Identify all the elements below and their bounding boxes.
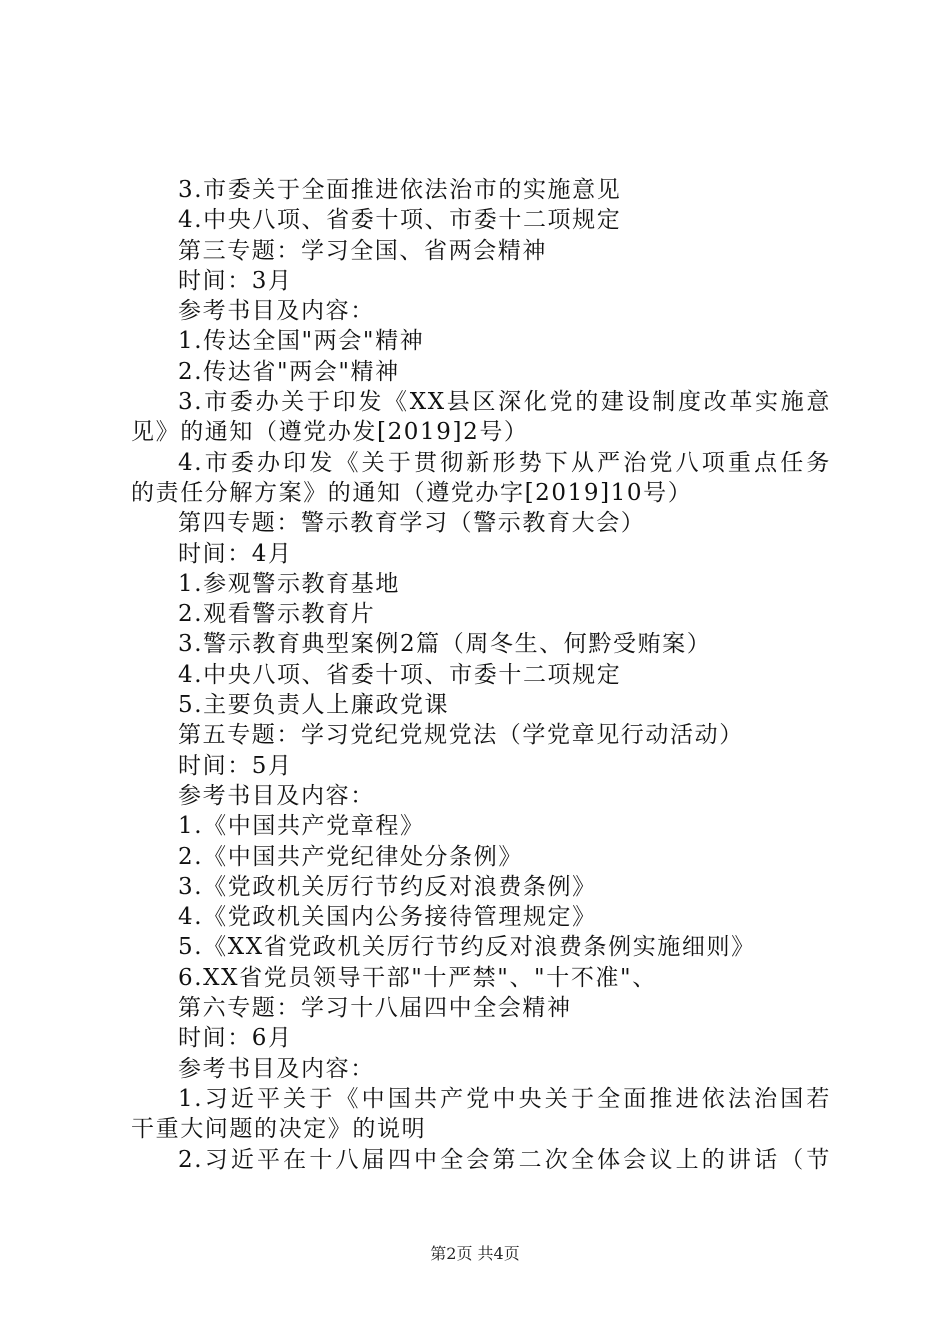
page-footer: 第2页 共4页 — [430, 1244, 520, 1263]
text-line: 1.《中国共产党章程》 — [178, 813, 425, 840]
text-line: 第六专题：学习十八届四中全会精神 — [178, 995, 572, 1022]
text-line: 4.市委办印发《关于贯彻新形势下从严治党八项重点任务 — [178, 449, 831, 476]
text-line: 1.习近平关于《中国共产党中央关于全面推进依法治国若 — [178, 1085, 831, 1112]
text-line: 1.传达全国"两会"精神 — [178, 328, 425, 355]
text-line: 见》的通知（遵党办发[2019]2号） — [131, 419, 529, 446]
text-line: 干重大问题的决定》的说明 — [131, 1116, 427, 1143]
text-line: 2.传达省"两会"精神 — [178, 358, 400, 385]
text-line: 参考书目及内容： — [178, 782, 375, 809]
text-line: 3.警示教育典型案例2篇（周冬生、何黔受贿案） — [178, 631, 712, 658]
text-line: 3.《党政机关厉行节约反对浪费条例》 — [178, 873, 597, 900]
text-line: 参考书目及内容： — [178, 1055, 375, 1082]
text-line: 3.市委办关于印发《XX县区深化党的建设制度改革实施意 — [178, 389, 831, 416]
text-line: 2.习近平在十八届四中全会第二次全体会议上的讲话（节 — [178, 1146, 831, 1173]
text-line: 时间：6月 — [178, 1025, 293, 1052]
text-line: 第五专题：学习党纪党规党法（学党章见行动活动） — [178, 722, 744, 749]
text-line: 6.XX省党员领导干部"十严禁"、"十不准"、 — [178, 964, 657, 991]
text-line: 参考书目及内容： — [178, 298, 375, 325]
text-line: 时间：5月 — [178, 752, 293, 779]
text-line: 时间：4月 — [178, 540, 293, 567]
text-line: 第四专题：警示教育学习（警示教育大会） — [178, 510, 646, 537]
text-line: 2.《中国共产党纪律处分条例》 — [178, 843, 523, 870]
text-line: 3.市委关于全面推进依法治市的实施意见 — [178, 177, 622, 203]
text-line: 2.观看警示教育片 — [178, 601, 376, 628]
text-line: 4.中央八项、省委十项、市委十二项规定 — [178, 661, 622, 688]
text-line: 的责任分解方案》的通知（遵党办字[2019]10号） — [131, 479, 693, 506]
text-line: 5.主要负责人上廉政党课 — [178, 692, 450, 719]
text-line: 1.参观警示教育基地 — [178, 570, 400, 597]
text-line: 4.中央八项、省委十项、市委十二项规定 — [178, 207, 622, 234]
text-line: 第三专题：学习全国、省两会精神 — [178, 237, 547, 264]
text-line: 5.《XX省党政机关厉行节约反对浪费条例实施细则》 — [178, 934, 756, 961]
text-line: 时间：3月 — [178, 267, 293, 294]
document-body — [131, 175, 831, 1175]
text-line: 4.《党政机关国内公务接待管理规定》 — [178, 904, 597, 931]
